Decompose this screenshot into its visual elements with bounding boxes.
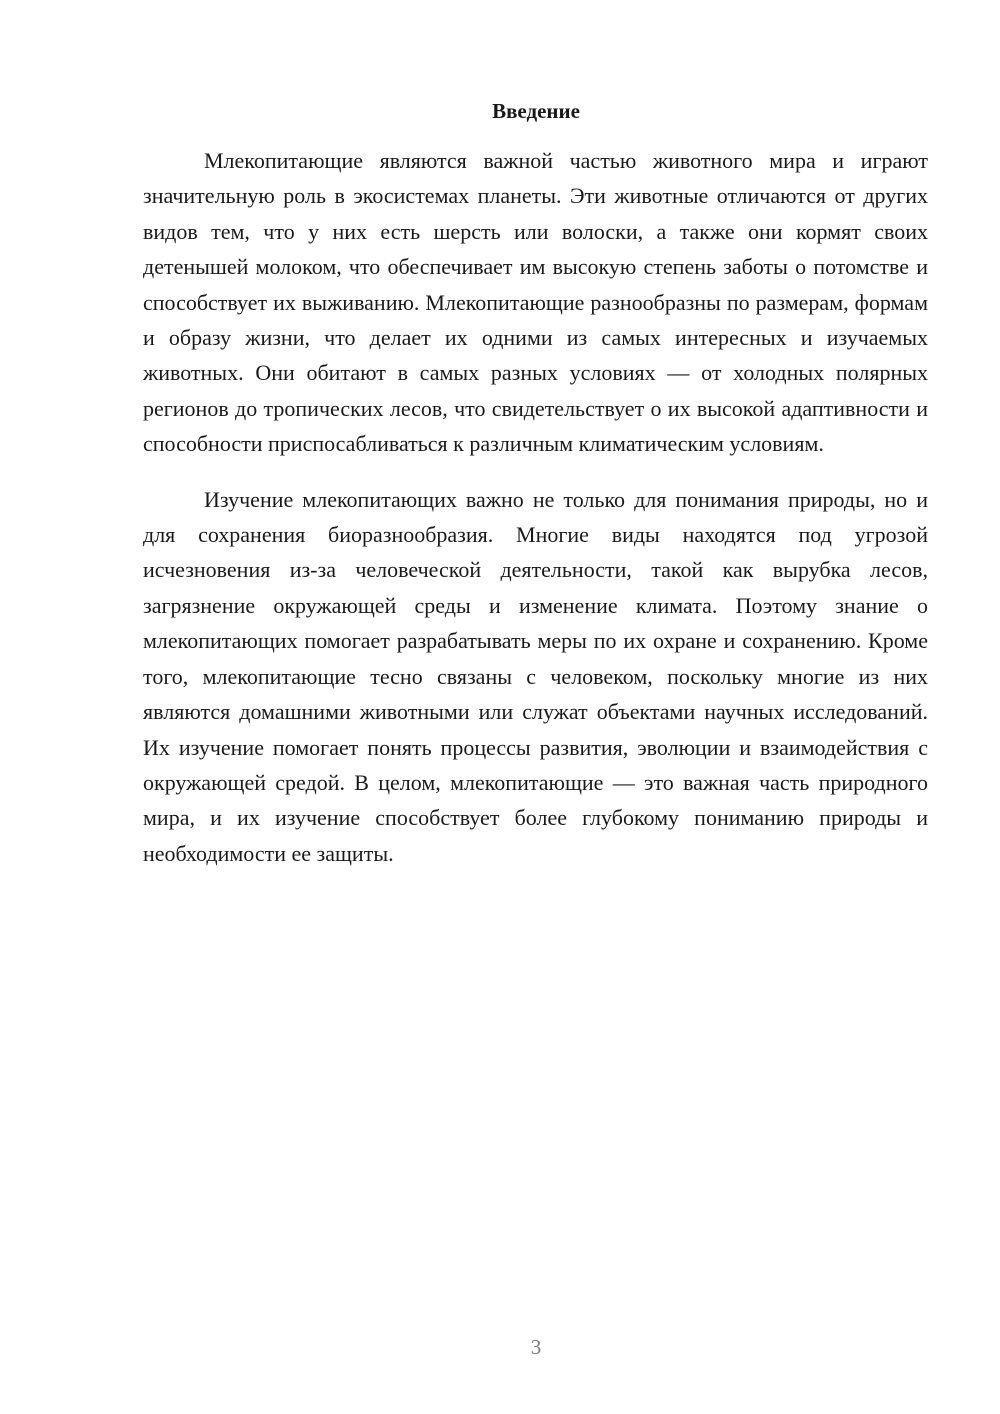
paragraph-2: Изучение млекопитающих важно не только для понимания природы, но и для сохранения биоразнообразия. Многие виды находятся под угрозой исчезновения из-за человеческой деятельности, такой как вырубка лесов, загрязнение окружающей среды и изменение климата. Поэтому знание о млекопитающих помогает разрабатывать меры по их охране и сохранению. Кроме того, млекопитающие тесно связаны с человеком, поскольку многие из них являются домашними животными или служат объектами научных исследований. Их изучение помогает понять процессы развития, эволюции и взаимодействия с окружающей средой. В целом, млекопитающие — это важная часть природного мира, и их изучение способствует более глубокому пониманию природы и необходимости ее защиты. (143, 486, 928, 866)
paragraph-1: Млекопитающие являются важной частью животного мира и играют значительную роль в экосистемах планеты. Эти животные отличаются от других видов тем, что у них есть шерсть или волоски, а также они кормят своих детенышей молоком, что обеспечивает им высокую степень заботы о потомстве и способствует их выживанию. Млекопитающие разнообразны по размерам, формам и образу жизни, что делает их одними из самых интересных и изучаемых животных. Они обитают в самых разных условиях — от холодных полярных регионов до тропических лесов, что свидетельствует о их высокой адаптивности и способности приспосабливаться к различным климатическим условиям. (143, 148, 928, 457)
page-number: 3 (530, 1335, 542, 1359)
body-text (143, 143, 928, 871)
section-heading: Введение (492, 99, 580, 123)
